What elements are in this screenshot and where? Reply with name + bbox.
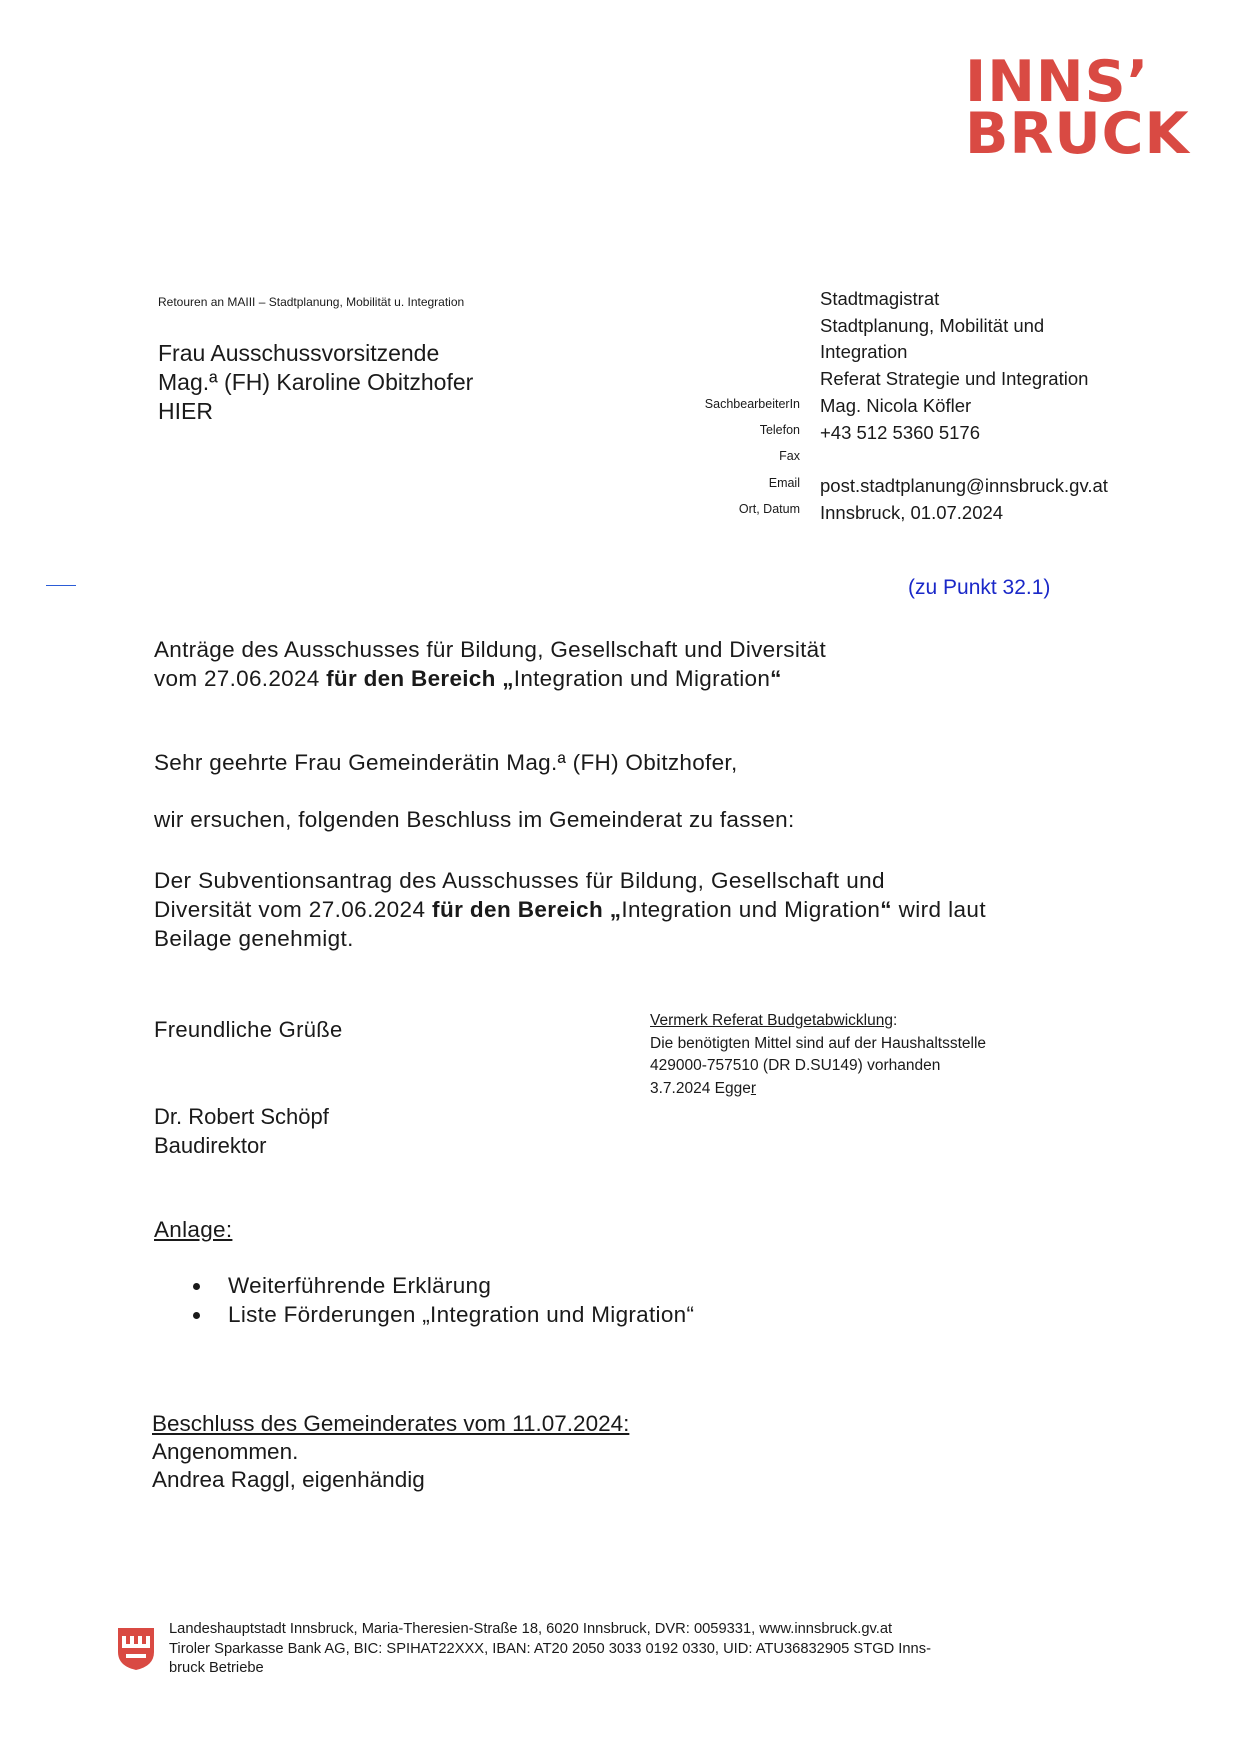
recipient-line-1: Frau Ausschussvorsitzende [158,340,440,366]
resolution-quote-end: “ [880,897,892,922]
budget-note [650,1010,986,1100]
subject-area: Integration und Migration [513,666,771,691]
footer [169,1620,931,1679]
resolution-suffix: wird laut [891,897,986,922]
subject-date: vom 27.06.2024 [154,666,327,691]
margin-mark [46,585,76,586]
recipient-line-3: HIER [158,398,213,424]
return-address: Retouren an MAIII – Stadtplanung, Mobilität u. Integration [158,295,465,309]
resolution-area: Integration und Migration [621,897,881,922]
footer-line-3: bruck Betriebe [169,1660,264,1676]
subject-line-1: Anträge des Ausschusses für Bildung, Gesellschaft und Diversität [154,637,827,662]
clerk-label: SachbearbeiterIn [704,397,800,411]
sender-line-3: Integration [820,341,908,363]
attachments-title: Anlage: [154,1217,233,1242]
list-item: Weiterführende Erklärung [185,1271,694,1300]
innsbruck-logo [965,49,1190,167]
sender-block [820,286,1108,526]
budget-note-signature: 3.7.2024 Egge [650,1079,751,1097]
sender-fax [820,446,1108,473]
resolution-date: Diversität vom 27.06.2024 [154,897,433,922]
logo-line-1: INNS’ [965,49,1150,115]
closing: Freundliche Grüße [154,1017,343,1042]
city-crest-icon [118,1628,154,1670]
subject-bold: für den Bereich „ [326,666,514,691]
signatory-name: Dr. Robert Schöpf [154,1104,329,1129]
attachments-list [185,1271,694,1329]
council-decision-signed: Andrea Raggl, eigenhändig [152,1467,425,1492]
budget-note-title [650,1010,986,1033]
resolution-line-1: Der Subventionsantrag des Ausschusses für Bildung, Gesellschaft und [154,868,885,893]
salutation: Sehr geehrte Frau Gemeinderätin Mag.ª (FH) Obitzhofer, [154,750,738,775]
sender-date: Innsbruck, 01.07.2024 [820,501,1004,523]
phone-label: Telefon [759,423,800,437]
email-label: Email [768,476,800,490]
resolution-line-2 [154,895,986,924]
sender-line-2: Stadtplanung, Mobilität und [820,314,1045,336]
resolution-line-3: Beilage genehmigt. [154,926,354,951]
footer-line-1: Landeshauptstadt Innsbruck, Maria-Theresien-Straße 18, 6020 Innsbruck, DVR: 0059331, www.innsbruck.gv.at [169,1621,893,1637]
list-item: Liste Förderungen „Integration und Migration“ [185,1300,694,1329]
council-decision [152,1410,629,1494]
sender-line-4: Referat Strategie und Integration [820,368,1089,390]
date-label: Ort, Datum [738,502,800,516]
budget-note-colon: : [892,1012,898,1029]
sender-clerk: Mag. Nicola Köfler [820,394,972,416]
signatory [154,1102,329,1160]
logo-line-2: BRUCK [965,101,1190,167]
fax-label: Fax [779,449,800,463]
budget-note-heading: Vermerk Referat Budgetabwicklung [650,1012,893,1029]
recipient-line-2: Mag.ª (FH) Karoline Obitzhofer [158,369,474,395]
subject [154,635,826,693]
subject-line-2 [154,664,826,693]
subject-quote-end: “ [770,666,782,691]
sender-phone: +43 512 5360 5176 [820,421,980,443]
council-decision-status: Angenommen. [152,1439,299,1464]
budget-note-line-2: 429000-757510 (DR D.SU149) vorhanden [650,1057,941,1074]
recipient-block [158,339,473,426]
council-decision-title: Beschluss des Gemeinderates vom 11.07.2024: [152,1411,630,1436]
budget-note-line-1: Die benötigten Mittel sind auf der Haushaltsstelle [650,1034,987,1052]
resolution-bold: für den Bereich „ [432,897,622,922]
resolution-text [154,866,986,953]
signatory-title: Baudirektor [154,1133,267,1158]
agenda-reference: (zu Punkt 32.1) [908,576,1051,599]
sender-email[interactable]: post.stadtplanung@innsbruck.gv.at [820,474,1108,496]
request-text: wir ersuchen, folgenden Beschluss im Gemeinderat zu fassen: [154,807,795,832]
footer-line-2: Tiroler Sparkasse Bank AG, BIC: SPIHAT22XXX, IBAN: AT20 2050 3033 0192 0330, UID: ATU36832905 STGD Inns- [169,1640,931,1657]
sender-line-1: Stadtmagistrat [820,288,940,309]
budget-note-line-3 [650,1078,986,1101]
budget-note-signature-end: r [750,1079,757,1097]
